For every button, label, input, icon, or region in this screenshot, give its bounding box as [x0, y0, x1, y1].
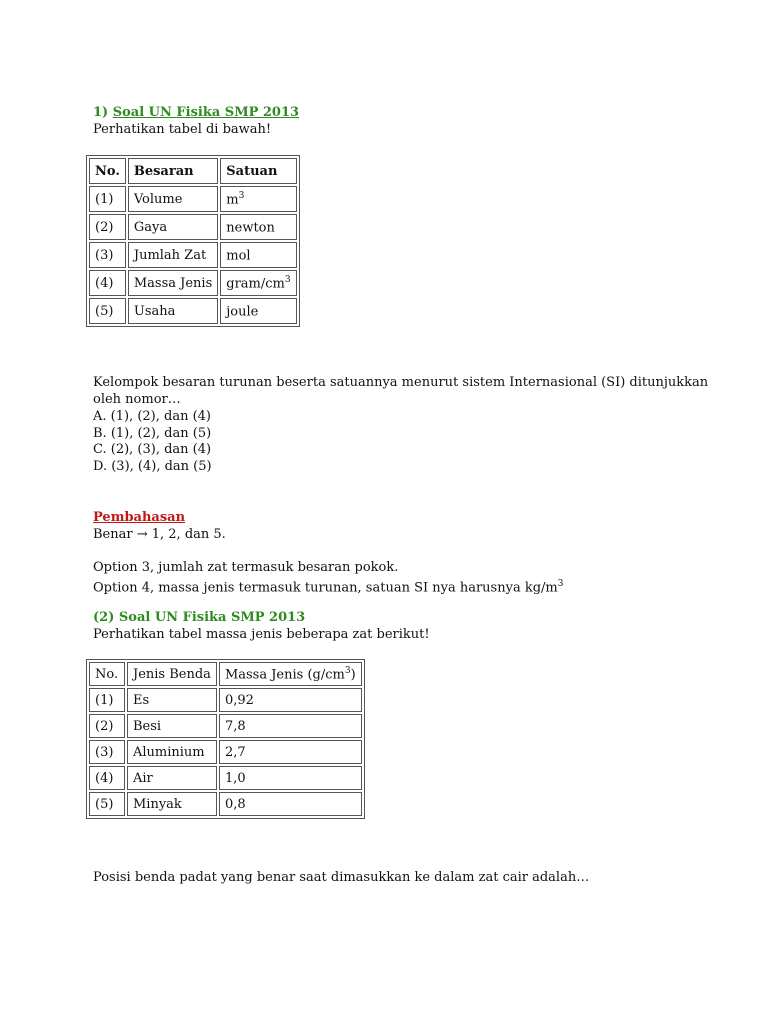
table-row	[89, 766, 362, 790]
cell-massa: 0,8	[219, 792, 362, 816]
q2-intro: Perhatikan tabel massa jenis beberapa zat berikut!	[93, 627, 430, 642]
cell-massa: 0,92	[219, 688, 362, 712]
cell-besaran: Usaha	[128, 298, 218, 324]
q1-table	[86, 155, 300, 327]
cell-massa: 7,8	[219, 714, 362, 738]
table-row	[89, 186, 297, 212]
cell-benda: Air	[127, 766, 217, 790]
cell-no: (3)	[89, 242, 126, 268]
cell-no: (1)	[89, 186, 126, 212]
pembahasan-note1: Option 3, jumlah zat termasuk besaran pokok.	[93, 560, 399, 575]
table-row	[89, 688, 362, 712]
header-no: No.	[89, 158, 126, 184]
pembahasan-note2: Option 4, massa jenis termasuk turunan, satuan SI nya harusnya $kg/m^3$	[93, 579, 564, 596]
q1-option-c: C. (2), (3), dan (4)	[93, 442, 212, 457]
q1-question-line1: Kelompok besaran turunan beserta satuannya menurut sistem Internasional (SI) ditunjukkan	[93, 375, 709, 390]
q1-option-b: B. (1), (2), dan (5)	[93, 426, 212, 441]
q2-heading	[93, 609, 305, 626]
table-row	[89, 792, 362, 816]
header-satuan: Satuan	[220, 158, 296, 184]
table-header-row	[89, 662, 362, 686]
pembahasan-title: Pembahasan	[93, 510, 186, 525]
cell-besaran: Jumlah Zat	[128, 242, 218, 268]
cell-satuan: $m^3$	[220, 186, 296, 212]
cell-no: (2)	[89, 714, 125, 738]
cell-no: (4)	[89, 270, 126, 296]
q1-number: 1)	[93, 105, 109, 120]
cell-benda: Es	[127, 688, 217, 712]
cell-satuan: gram/$cm^3$	[220, 270, 296, 296]
cell-benda: Besi	[127, 714, 217, 738]
table-row	[89, 714, 362, 738]
header-jenis-benda: Jenis Benda	[127, 662, 217, 686]
cell-benda: Aluminium	[127, 740, 217, 764]
pembahasan-answer: Benar → 1, 2, dan 5.	[93, 527, 226, 542]
q2-question: Posisi benda padat yang benar saat dimasukkan ke dalam zat cair adalah…	[93, 870, 590, 885]
cell-no: (3)	[89, 740, 125, 764]
cell-satuan: joule	[220, 298, 296, 324]
table-row	[89, 298, 297, 324]
q1-question-line2: oleh nomor…	[93, 392, 181, 407]
q2-table	[86, 659, 365, 819]
table-header-row	[89, 158, 297, 184]
cell-besaran: Gaya	[128, 214, 218, 240]
table-row	[89, 270, 297, 296]
cell-massa: 1,0	[219, 766, 362, 790]
table-row	[89, 740, 362, 764]
header-no: No.	[89, 662, 125, 686]
header-massa-jenis: Massa Jenis $(g/cm^3)$	[219, 662, 362, 686]
cell-besaran: Massa Jenis	[128, 270, 218, 296]
q1-title-link[interactable]: Soal UN Fisika SMP 2013	[112, 105, 300, 120]
table-row	[89, 214, 297, 240]
header-besaran: Besaran	[128, 158, 218, 184]
q1-intro: Perhatikan tabel di bawah!	[93, 122, 272, 137]
table-row	[89, 242, 297, 268]
cell-no: (5)	[89, 792, 125, 816]
cell-besaran: Volume	[128, 186, 218, 212]
q2-number: (2)	[93, 610, 115, 625]
cell-massa: 2,7	[219, 740, 362, 764]
q1-option-d: D. (3), (4), dan (5)	[93, 459, 212, 474]
cell-benda: Minyak	[127, 792, 217, 816]
cell-no: (4)	[89, 766, 125, 790]
cell-satuan: mol	[220, 242, 296, 268]
cell-no: (1)	[89, 688, 125, 712]
q1-heading	[93, 104, 299, 121]
cell-no: (5)	[89, 298, 126, 324]
cell-satuan: newton	[220, 214, 296, 240]
q2-title: Soal UN Fisika SMP 2013	[118, 610, 306, 625]
cell-no: (2)	[89, 214, 126, 240]
q1-option-a: A. (1), (2), dan (4)	[93, 409, 212, 424]
